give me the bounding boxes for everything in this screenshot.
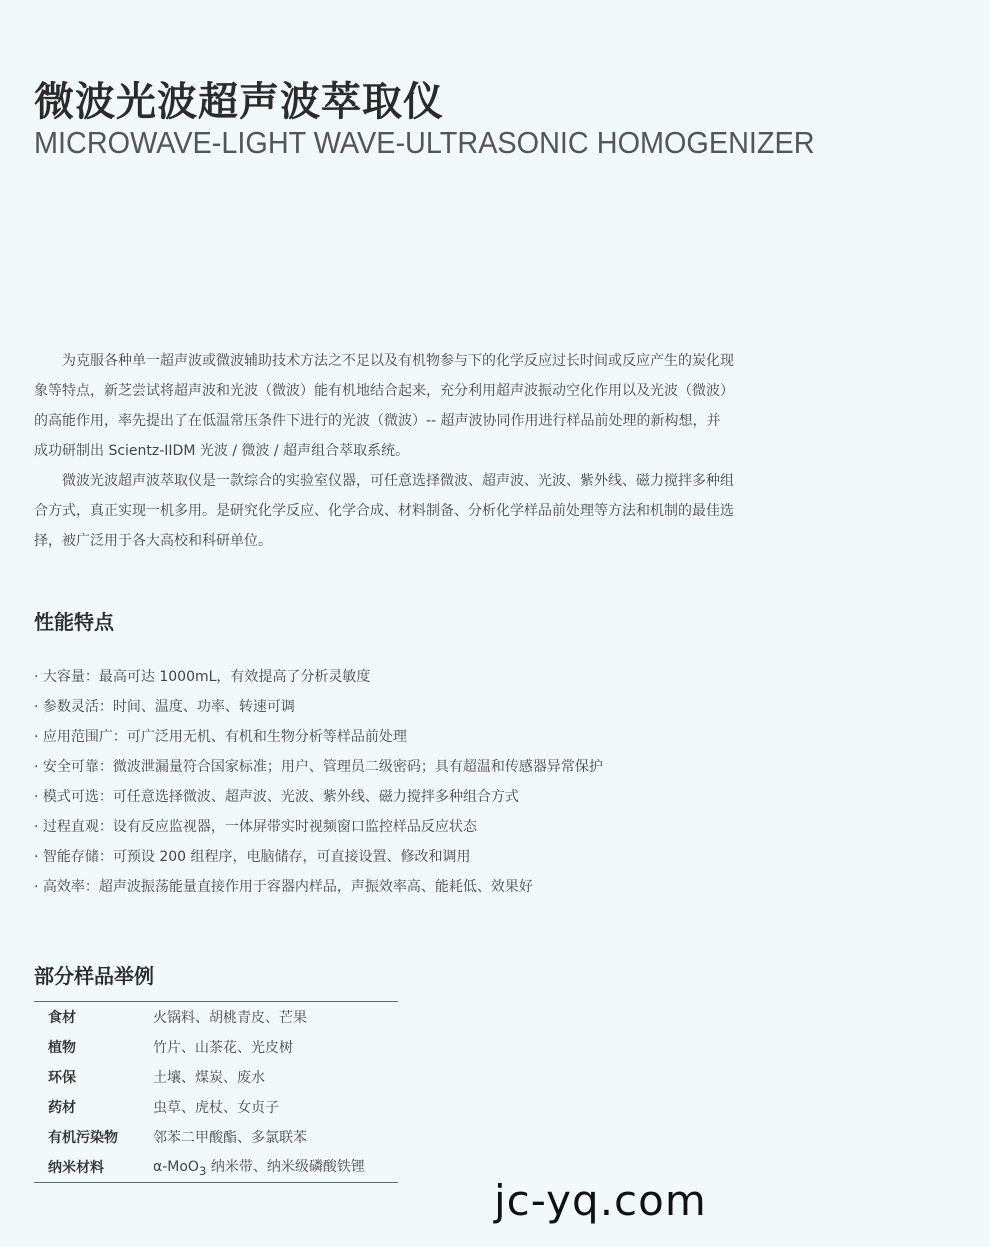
table-row: [34, 1152, 398, 1183]
intro-paragraph: 微波光波超声波萃取仪是一款综合的实验室仪器，可任意选择微波、超声波、光波、紫外线、磁力搅拌多种组合方式，真正实现一机多用。是研究化学反应、化学合成、材料制备、分析化学样品前处理等方法和机制的最佳选择，被广泛用于各大高校和科研单位。: [34, 473, 734, 549]
sample-category: 植物: [48, 1040, 76, 1056]
table-row: [34, 1122, 398, 1152]
watermark-text: jc-yq.com: [494, 1176, 707, 1225]
formula-subscript: 3: [198, 1163, 207, 1178]
feature-item: · 过程直观：设有反应监视器，一体屏带实时视频窗口监控样品反应状态: [34, 812, 734, 842]
page-subtitle-english: MICROWAVE-LIGHT WAVE-ULTRASONIC HOMOGENIZER: [34, 125, 815, 160]
table-row: [34, 1092, 398, 1122]
table-row: [34, 1062, 398, 1092]
feature-item: · 安全可靠：微波泄漏量符合国家标准；用户、管理员二级密码；具有超温和传感器异常保护: [34, 752, 734, 782]
intro-paragraph: 为克服各种单一超声波或微波辅助技术方法之不足以及有机物参与下的化学反应过长时间或反应产生的炭化现象等特点，新芝尝试将超声波和光波（微波）能有机地结合起来，充分利用超声波振动空化作用以及光波（微波）的高能作用，率先提出了在低温常压条件下进行的光波（微波）-- 超声波协同作用进行样品前处理的新构想，并成功研制出 Scientz-IIDM 光波 / 微波 / 超声组合萃取系统。: [34, 353, 734, 459]
feature-item: · 参数灵活：时间、温度、功率、转速可调: [34, 692, 734, 722]
feature-item: · 模式可选：可任意选择微波、超声波、光波、紫外线、磁力搅拌多种组合方式: [34, 782, 734, 812]
sample-examples: 火锅料、胡桃青皮、芒果: [153, 1010, 307, 1026]
table-row: [34, 1032, 398, 1062]
sample-category: 有机污染物: [48, 1130, 118, 1146]
sample-category: 食材: [48, 1010, 76, 1026]
intro-section: [34, 346, 734, 556]
feature-item: · 高效率：超声波振荡能量直接作用于容器内样品，声振效率高、能耗低、效果好: [34, 872, 734, 902]
feature-item: · 应用范围广：可广泛用无机、有机和生物分析等样品前处理: [34, 722, 734, 752]
features-heading: 性能特点: [34, 610, 114, 634]
sample-examples: 土壤、煤炭、废水: [153, 1070, 265, 1086]
sample-category: 纳米材料: [48, 1160, 104, 1176]
formula-text: α-MoO: [153, 1159, 199, 1176]
sample-examples-rest: 纳米带、纳米级磷酸铁锂: [206, 1159, 365, 1176]
sample-examples: 邻苯二甲酸酯、多氯联苯: [153, 1130, 307, 1146]
sample-examples: 竹片、山茶花、光皮树: [153, 1040, 293, 1056]
page-title: 微波光波超声波萃取仪: [34, 79, 444, 125]
sample-category: 药材: [48, 1100, 76, 1116]
feature-item: · 大容量：最高可达 1000mL，有效提高了分析灵敏度: [34, 662, 734, 692]
sample-examples: 虫草、虎杖、女贞子: [153, 1100, 279, 1116]
feature-item: · 智能存储：可预设 200 组程序，电脑储存，可直接设置、修改和调用: [34, 842, 734, 872]
sample-category: 环保: [48, 1070, 76, 1086]
samples-table: [34, 1001, 398, 1183]
features-list: [34, 662, 734, 902]
samples-heading: 部分样品举例: [34, 964, 154, 988]
sample-examples: [153, 1152, 398, 1183]
table-row: [34, 1002, 398, 1033]
